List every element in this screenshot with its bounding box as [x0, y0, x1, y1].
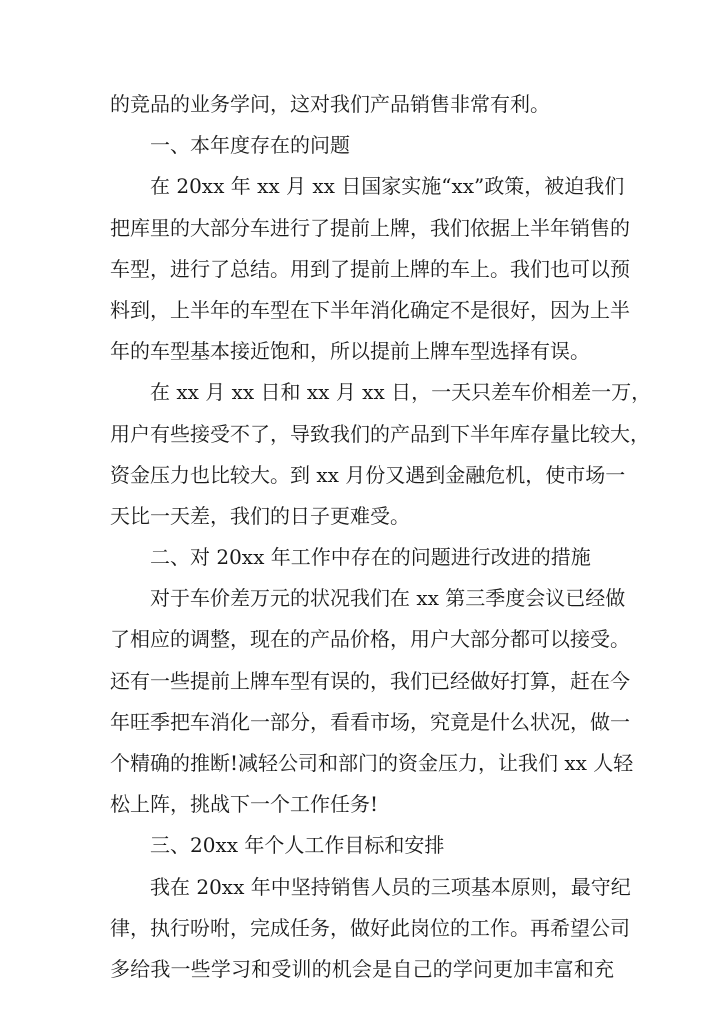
text-line: 料到，上半年的车型在下半年消化确定不是很好，因为上半 — [110, 297, 630, 322]
text-line: 天比一天差，我们的日子更难受。 — [110, 503, 410, 528]
text-line: 三、20xx 年个人工作目标和安排 — [150, 833, 445, 858]
text-line: 把库里的大部分车进行了提前上牌，我们依据上半年销售的 — [110, 215, 630, 240]
text-line: 律，执行吩咐，完成任务，做好此岗位的工作。再希望公司 — [110, 915, 630, 940]
text-line: 在 20xx 年 xx 月 xx 日国家实施“xx”政策，被迫我们 — [150, 174, 625, 199]
text-line: 年的车型基本接近饱和，所以提前上牌车型选择有误。 — [110, 339, 590, 364]
text-line: 个精确的推断!减轻公司和部门的资金压力，让我们 xx 人轻 — [110, 751, 634, 775]
text-line: 资金压力也比较大。到 xx 月份又遇到金融危机，使市场一 — [110, 462, 626, 487]
text-line: 多给我一些学习和受训的机会是自己的学问更加丰富和充 — [110, 956, 614, 981]
text-line: 年旺季把车消化一部分，看看市场，究竟是什么状况，做一 — [110, 709, 630, 734]
text-line: 车型，进行了总结。用到了提前上牌的车上。我们也可以预 — [110, 256, 630, 281]
text-line: 我在 20xx 年中坚持销售人员的三项基本原则，最守纪 — [150, 874, 631, 899]
text-line: 在 xx 月 xx 日和 xx 月 xx 日，一天只差车价相差一万， — [150, 380, 652, 405]
text-line: 还有一些提前上牌车型有误的，我们已经做好打算，赶在今 — [110, 668, 630, 693]
text-line: 松上阵，挑战下一个工作任务! — [110, 792, 379, 817]
text-line: 用户有些接受不了，导致我们的产品到下半年库存量比较大， — [110, 421, 650, 446]
text-line: 了相应的调整，现在的产品价格，用户大部分都可以接受。 — [110, 627, 630, 652]
text-line: 一、本年度存在的问题 — [150, 133, 350, 158]
text-line: 二、对 20xx 年工作中存在的问题进行改进的措施 — [150, 545, 591, 570]
text-line: 对于车价差万元的状况我们在 xx 第三季度会议已经做 — [150, 586, 626, 611]
document-body — [110, 84, 652, 990]
text-line: 的竞品的业务学问，这对我们产品销售非常有利。 — [110, 92, 550, 116]
